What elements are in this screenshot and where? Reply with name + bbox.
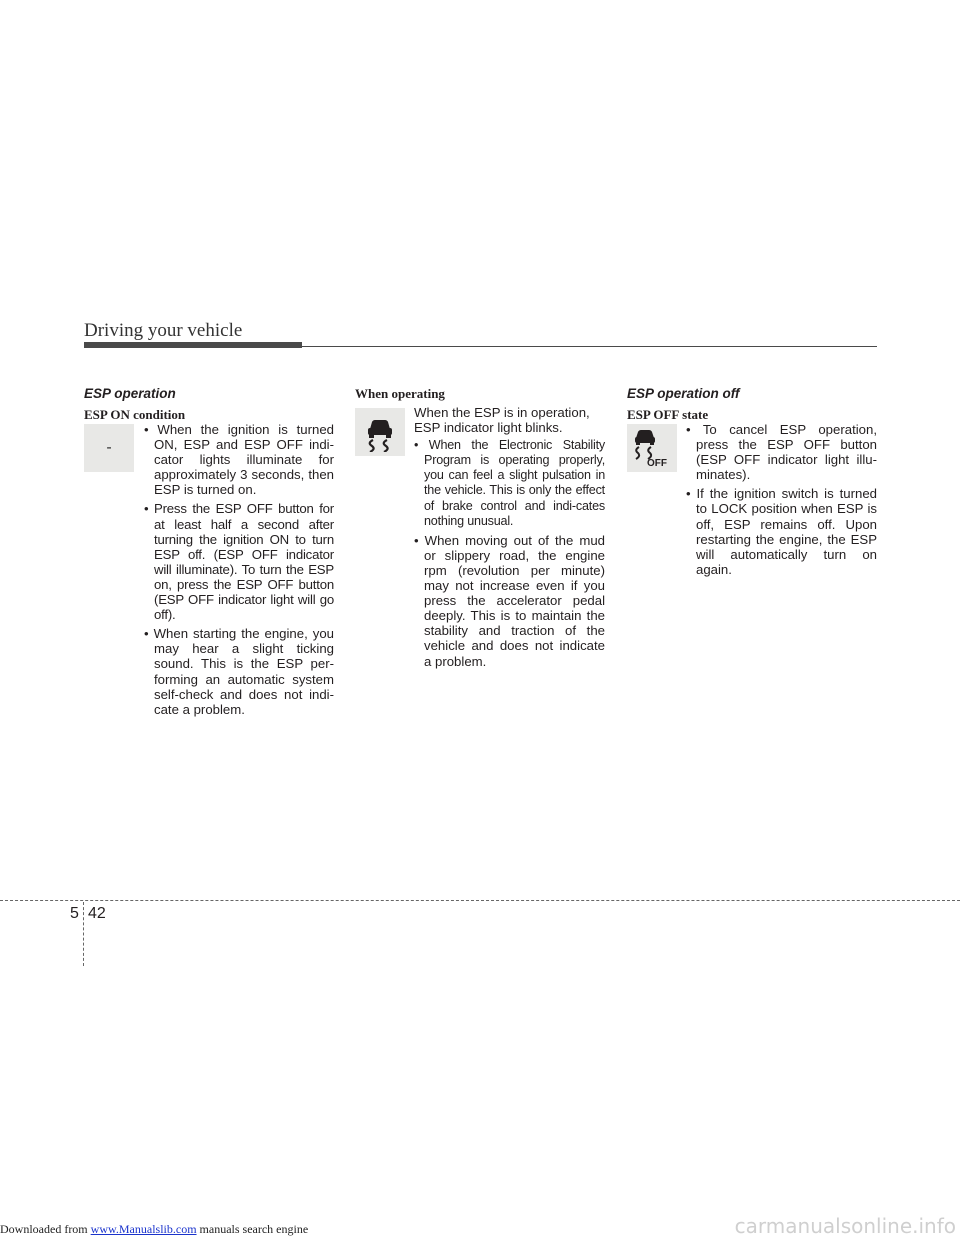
esp-blink-note: When the ESP is in operation, ESP indicator light blinks. xyxy=(414,405,590,436)
download-suffix: manuals search engine xyxy=(196,1222,309,1236)
list-item: • Press the ESP OFF button for at least half a second after turning the ignition ON to turn ESP off. (ESP OFF indicator will illuminate). To turn the ESP on, press the ESP OFF button (ESP OFF indicator light will go off). xyxy=(144,501,334,623)
column-esp-operation xyxy=(84,386,334,425)
footer-dashed-rule xyxy=(0,900,960,901)
list-item: • If the ignition switch is turned to LOCK position when ESP is off, ESP remains off. Upon restarting the engine, the ESP will automatically turn on again. xyxy=(686,486,877,577)
esp-on-condition-heading: ESP ON condition xyxy=(84,407,186,422)
list-item: • When moving out of the mud or slippery road, the engine rpm (revolution per minute) may not increase even if you press the accelerator pedal deeply. This is to maintain the stability and traction of the vehicle and does not indicate a problem. xyxy=(414,532,605,669)
esp-on-bullet-list xyxy=(144,422,334,721)
esp-indicator-icon xyxy=(355,408,405,456)
list-item: • To cancel ESP operation, press the ESP OFF button (ESP OFF indicator light illu-minates). xyxy=(686,422,877,483)
manualslib-link[interactable]: www.Manualslib.com xyxy=(90,1222,197,1236)
list-item: • When starting the engine, you may hear a slight ticking sound. This is the ESP per-forming an automatic system self-check and does not indi-cate a problem. xyxy=(144,626,334,717)
download-prefix: Downloaded from xyxy=(0,1222,91,1236)
off-label: OFF xyxy=(647,458,667,469)
list-item: • When the ignition is turned ON, ESP and ESP OFF indi-cator lights illuminate for approximately 3 seconds, then ESP is turned on. xyxy=(144,422,334,498)
dash-icon: - xyxy=(106,439,112,456)
esp-off-indicator-icon xyxy=(627,424,677,472)
esp-car-skid-icon xyxy=(360,412,400,452)
esp-off-car-icon xyxy=(630,426,674,470)
esp-on-indicator-placeholder xyxy=(84,424,134,472)
esp-operation-heading: ESP operation xyxy=(84,386,176,401)
page-header-title: Driving your vehicle xyxy=(84,320,243,341)
list-item: • When the Electronic Stability Program is operating properly, you can feel a slight pulsation in the vehicle. This is only the effect of brake control and indi-cates nothing unusual. xyxy=(414,438,605,528)
watermark: carmanualsonline.info xyxy=(734,1214,956,1238)
esp-off-bullet-list xyxy=(686,422,877,581)
chapter-number: 5 xyxy=(70,905,79,922)
page-number: 42 xyxy=(88,905,106,922)
download-notice xyxy=(0,1222,308,1237)
when-operating-heading: When operating xyxy=(355,386,445,401)
column-when-operating xyxy=(355,386,605,404)
header-bar xyxy=(84,342,302,348)
esp-off-state-heading: ESP OFF state xyxy=(627,407,709,422)
esp-operation-off-heading: ESP operation off xyxy=(627,386,740,401)
column-esp-operation-off xyxy=(627,386,877,425)
footer-vertical-rule xyxy=(83,902,84,966)
header-rule xyxy=(302,346,877,347)
when-operating-text xyxy=(414,405,605,673)
